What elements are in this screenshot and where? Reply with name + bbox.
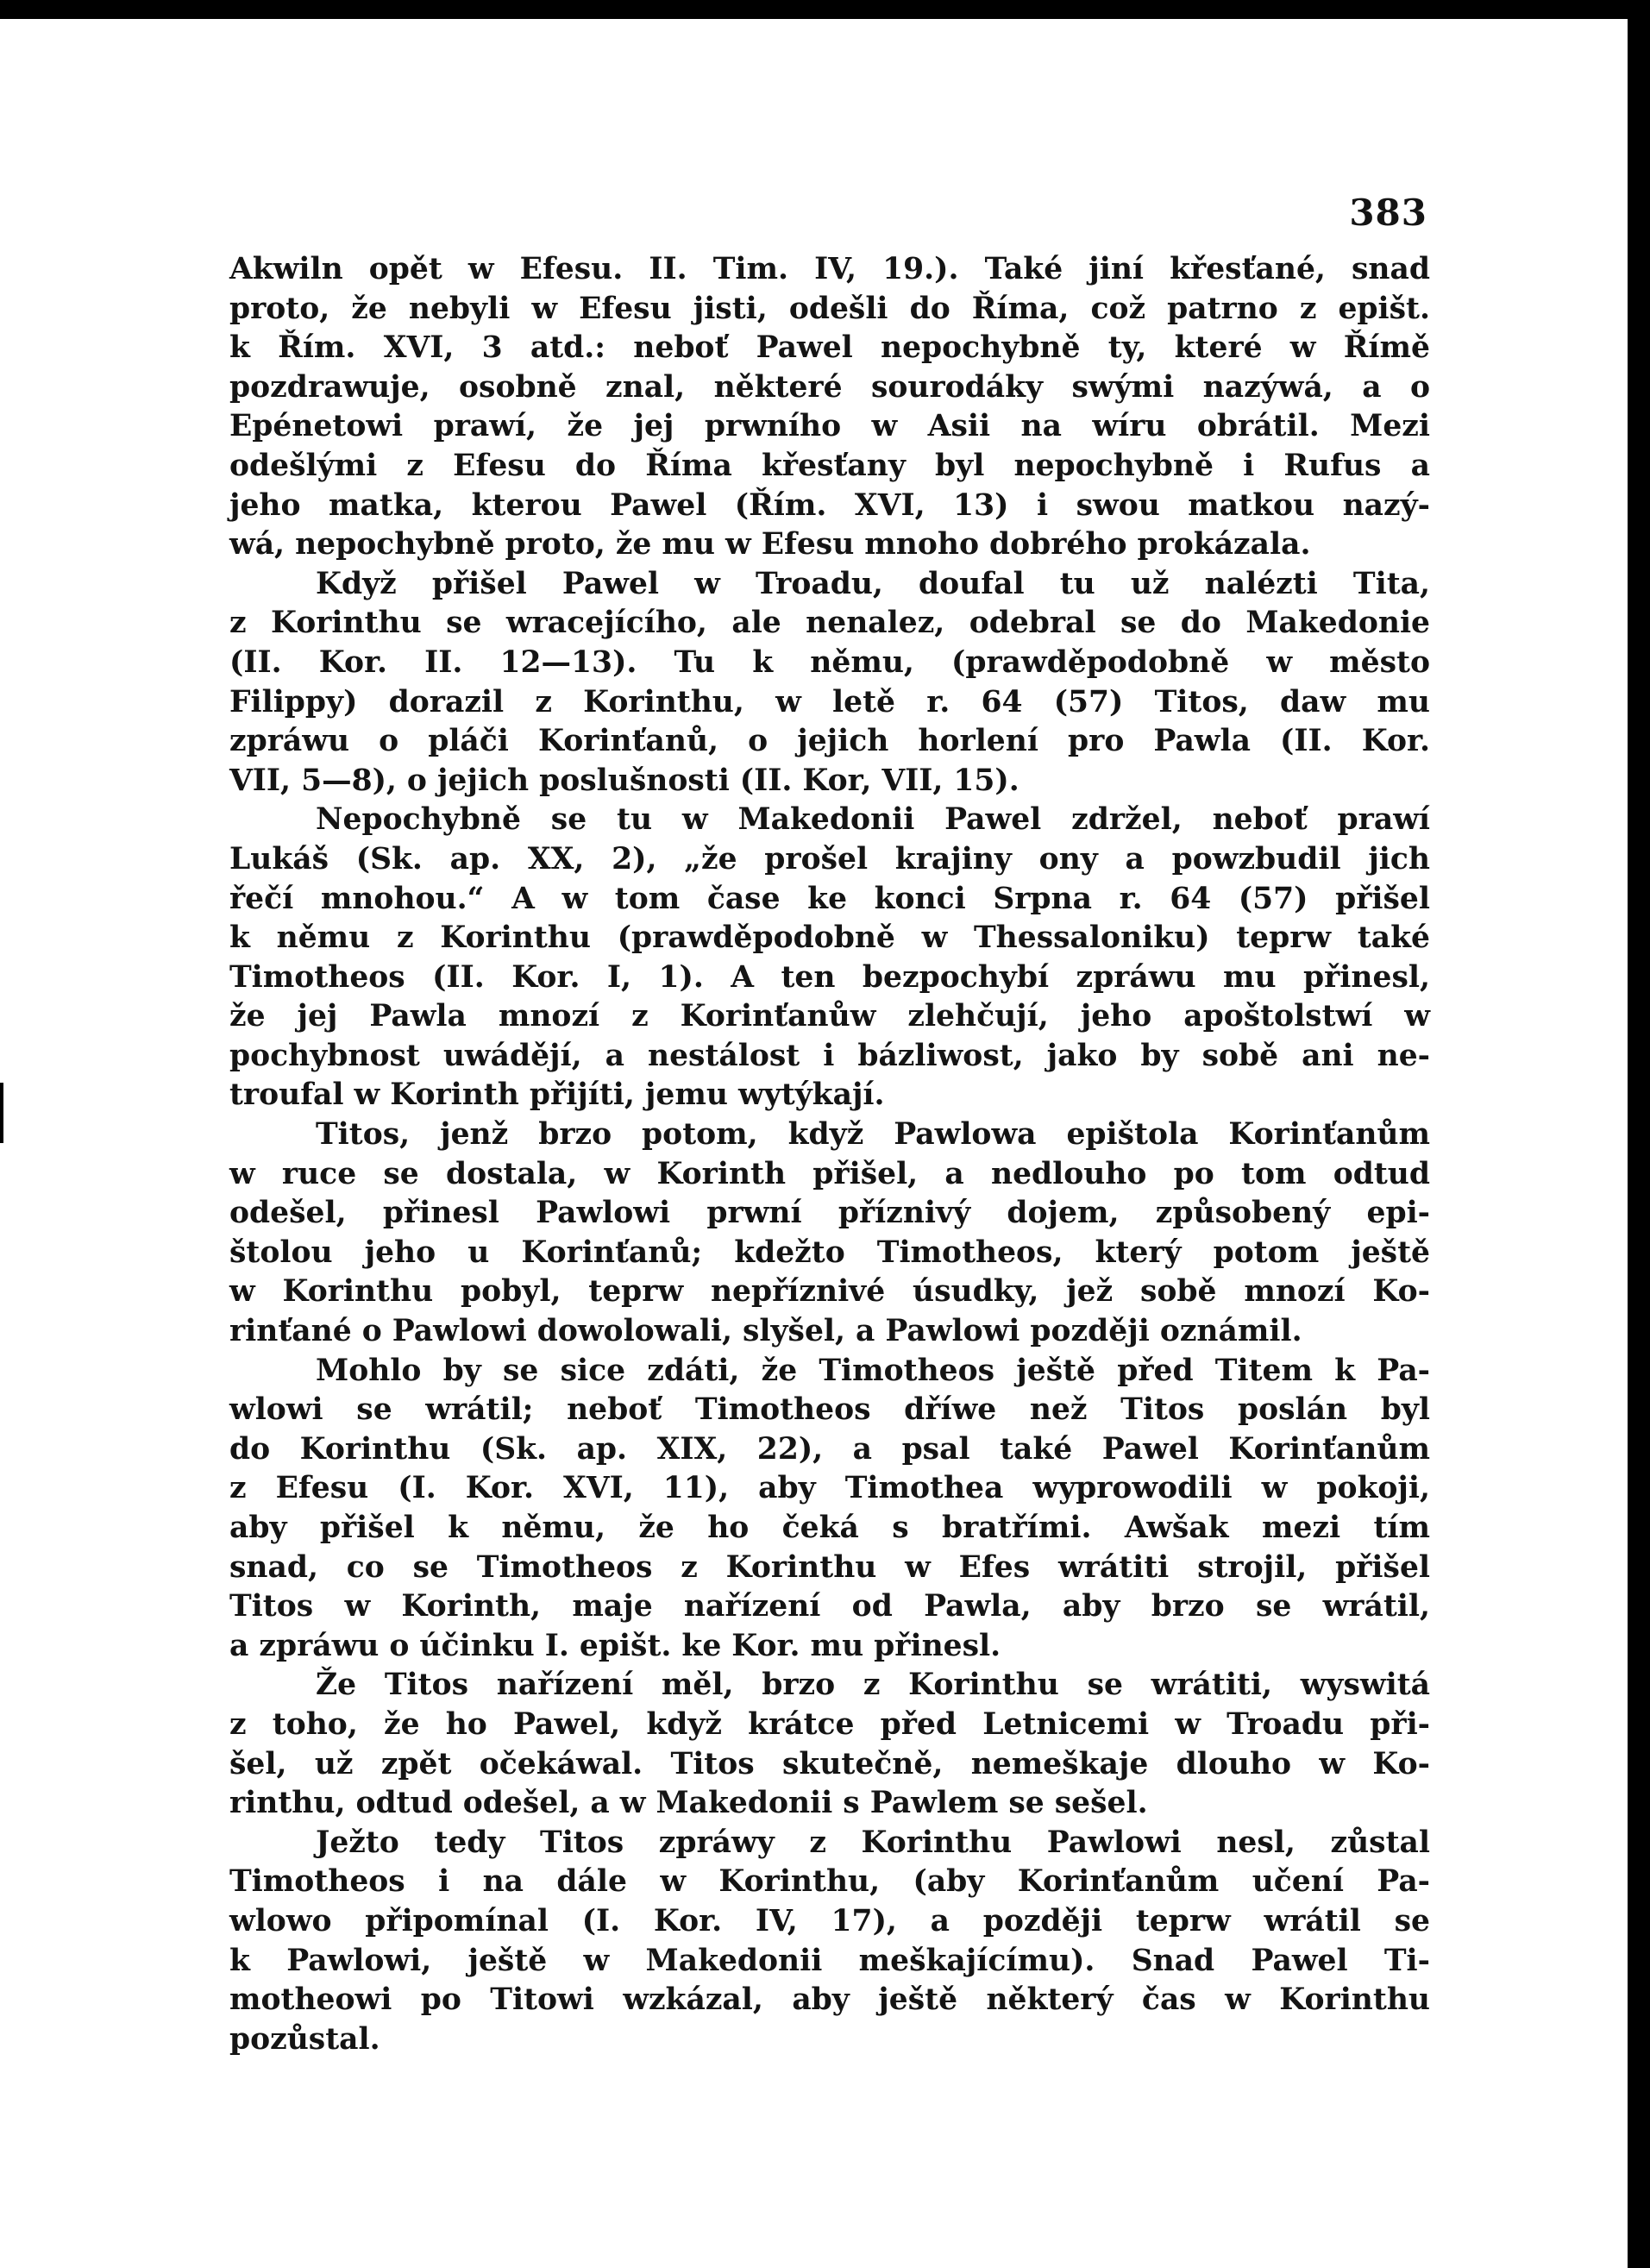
paragraph [229, 565, 1430, 801]
text-line: štolou jeho u Korinťanů; kdežto Timotheos, který potom ještě [229, 1235, 1430, 1270]
text-line: Timotheos i na dále w Korinthu, (aby Korinťanům učení Pa- [229, 1864, 1430, 1900]
paragraph [229, 1115, 1430, 1352]
text-line: wlowo připomínal (I. Kor. IV, 17), a později teprw wrátil se [229, 1903, 1430, 1938]
page-number: 383 [1349, 192, 1427, 234]
text-line: Ježto tedy Titos zpráwy z Korinthu Pawlowi nesl, zůstal [316, 1825, 1430, 1860]
text-line: VII, 5—8), o jejich poslušnosti (II. Kor, VII, 15). [229, 763, 1019, 798]
scan-border-right [1628, 0, 1650, 2268]
text-line: že jej Pawla mnozí z Korinťanůw zlehčují, jeho apoštolstwí w [229, 999, 1430, 1034]
text-line: z Korinthu se wracejícího, ale nenalez, odebral se do Makedonie [229, 606, 1430, 641]
text-line: do Korinthu (Sk. ap. XIX, 22), a psal také Pawel Korinťanům [229, 1431, 1430, 1467]
text-line: Když přišel Pawel w Troadu, doufal tu už nalézti Tita, [316, 566, 1430, 601]
text-line: z Efesu (I. Kor. XVI, 11), aby Timothea wyprowodili w pokoji, [229, 1471, 1430, 1506]
text-line: Mohlo by se sice zdáti, že Timotheos ještě před Titem k Pa- [316, 1353, 1430, 1388]
text-line: Filippy) dorazil z Korinthu, w letě r. 64 (57) Titos, daw mu [229, 684, 1430, 719]
paragraph [229, 801, 1430, 1115]
text-line: pozdrawuje, osobně znal, některé sourodáky swými nazýwá, a o [229, 369, 1430, 405]
text-line: pochybnost uwádějí, a nestálost i bázliwost, jako by sobě ani ne- [229, 1038, 1430, 1073]
text-line: Timotheos (II. Kor. I, 1). A ten bezpochybí zpráwu mu přinesl, [229, 959, 1430, 995]
text-line: motheowi po Titowi wzkázal, aby ještě některý čas w Korinthu [229, 1982, 1430, 2018]
text-line: jeho matka, kterou Pawel (Řím. XVI, 13) i swou matkou nazý- [229, 487, 1430, 523]
text-line: pozůstal. [229, 2021, 380, 2057]
text-line: rinťané o Pawlowi dowolowali, slyšel, a Pawlowi později oznámil. [229, 1314, 1302, 1349]
text-line: Akwiln opět w Efesu. II. Tim. IV, 19.). Také jiní křesťané, snad [229, 252, 1430, 286]
paragraph [229, 1824, 1430, 2060]
text-line: k němu z Korinthu (prawděpodobně w Thessaloniku) teprw také [229, 920, 1430, 956]
text-line: proto, že nebyli w Efesu jisti, odešli do Říma, což patrno z epišt. [229, 291, 1430, 326]
text-line: zpráwu o pláči Korinťanů, o jejich horlení pro Pawla (II. Kor. [229, 724, 1430, 759]
text-line: odešel, přinesl Pawlowi prwní příznivý dojem, způsobený epi- [229, 1196, 1430, 1231]
text-line: Titos, jenž brzo potom, když Pawlowa epištola Korinťanům [316, 1117, 1430, 1153]
text-line: rinthu, odtud odešel, a w Makedonii s Pawlem se sešel. [229, 1786, 1148, 1821]
text-line: aby přišel k němu, že ho čeká s bratřími. Awšak mezi tím [229, 1511, 1430, 1545]
text-line: k Pawlowi, ještě w Makedonii meškajícímu). Snad Pawel Ti- [229, 1943, 1430, 1978]
scan-edge-mark [0, 1083, 3, 1143]
text-line: w ruce se dostala, w Korinth přišel, a nedlouho po tom odtud [229, 1156, 1430, 1191]
text-line: Titos w Korinth, maje nařízení od Pawla, aby brzo se wrátil, [229, 1589, 1430, 1624]
text-line: Epénetowi prawí, že jej prwního w Asii na wíru obrátil. Mezi [229, 409, 1430, 444]
text-line: w Korinthu pobyl, teprw nepříznivé úsudky, jež sobě mnozí Ko- [229, 1274, 1430, 1310]
paragraph [229, 250, 1430, 565]
text-line: odešlými z Efesu do Říma křesťany byl nepochybně i Rufus a [229, 448, 1430, 483]
text-line: z toho, že ho Pawel, když krátce před Letnicemi w Troadu při- [229, 1706, 1430, 1742]
text-line: troufal w Korinth přijíti, jemu wytýkají. [229, 1077, 885, 1113]
text-line: a zpráwu o účinku I. epišt. ke Kor. mu přinesl. [229, 1628, 1001, 1663]
paragraph [229, 1352, 1430, 1667]
paragraph [229, 1666, 1430, 1823]
text-line: řečí mnohou.“ A w tom čase ke konci Srpna r. 64 (57) přišel [229, 881, 1430, 916]
text-line: wá, nepochybně proto, že mu w Efesu mnoho dobrého prokázala. [229, 527, 1311, 562]
text-line: wlowi se wrátil; neboť Timotheos dříwe než Titos poslán byl [229, 1392, 1430, 1428]
text-line: snad, co se Timotheos z Korinthu w Efes wrátiti strojil, přišel [229, 1549, 1430, 1585]
text-line: Že Titos nařízení měl, brzo z Korinthu se wrátiti, wyswitá [316, 1668, 1430, 1703]
text-line: Lukáš (Sk. ap. XX, 2), „že prošel krajiny ony a powzbudil jich [229, 841, 1430, 876]
scan-border-top [0, 0, 1650, 19]
text-line: k Řím. XVI, 3 atd.: neboť Pawel nepochybně ty, které w Římě [229, 330, 1430, 366]
text-line: Nepochybně se tu w Makedonii Pawel zdržel, neboť prawí [316, 802, 1430, 838]
text-line: (II. Kor. II. 12—13). Tu k němu, (prawděpodobně w město [229, 644, 1430, 680]
text-line: šel, už zpět očekáwal. Titos skutečně, nemeškaje dlouho w Ko- [229, 1746, 1430, 1781]
body-text [229, 250, 1430, 2059]
